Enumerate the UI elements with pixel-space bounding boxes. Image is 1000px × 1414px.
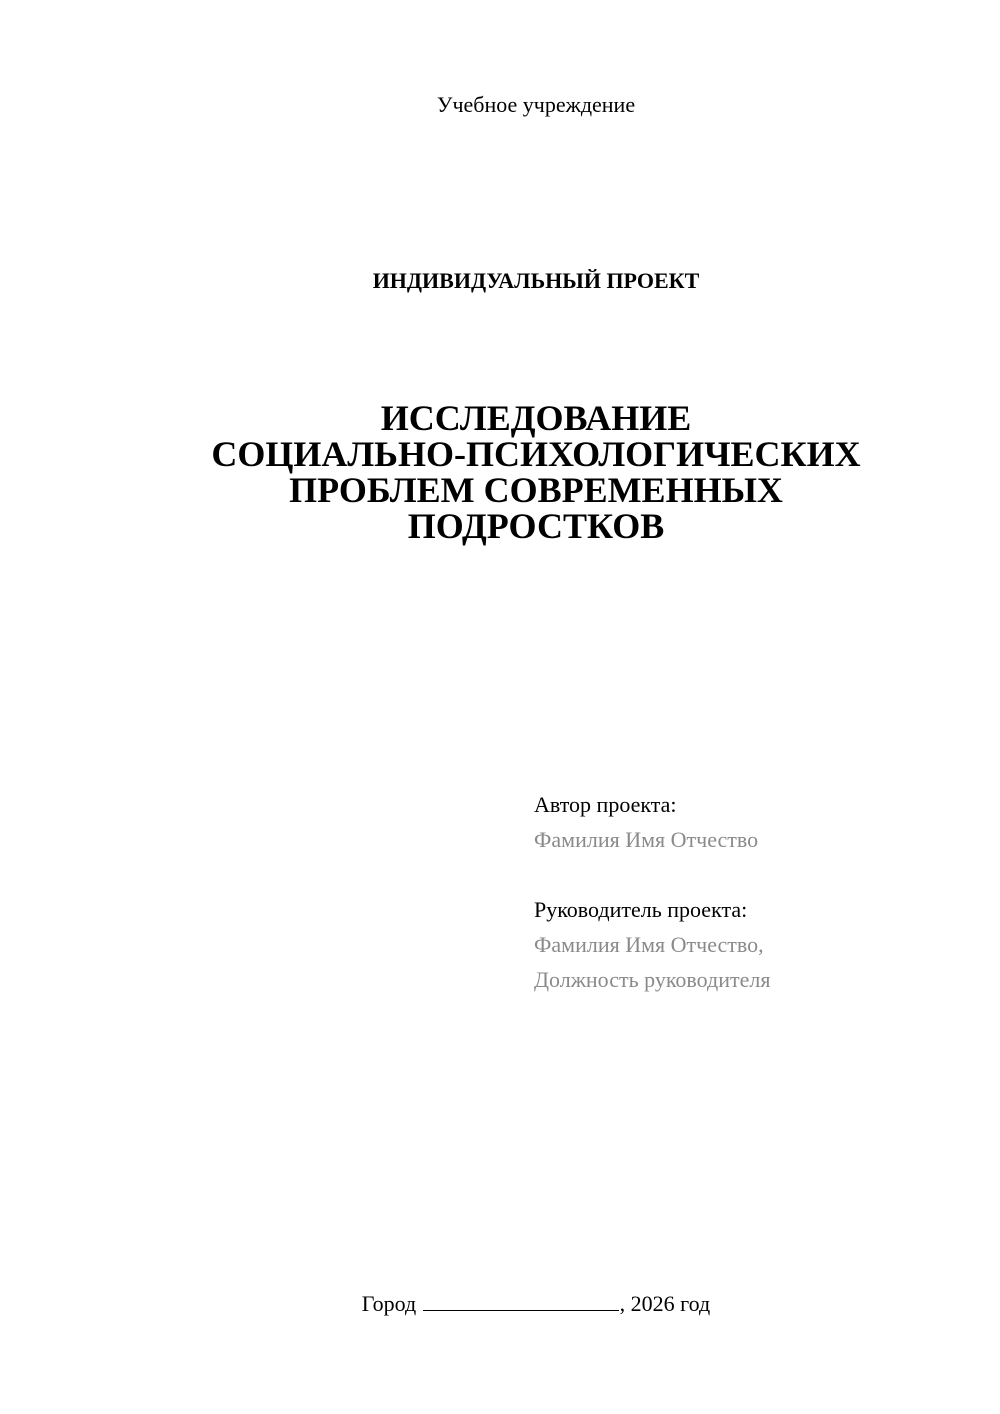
- author-supervisor-block: [534, 787, 974, 997]
- author-name: Фамилия Имя Отчество: [534, 827, 759, 852]
- city-label: Город: [361, 1291, 417, 1316]
- spacer: [534, 857, 974, 892]
- project-title-line: СОЦИАЛЬНО-ПСИХОЛОГИЧЕСКИХ: [211, 434, 861, 474]
- project-title-line: ИССЛЕДОВАНИЕ: [380, 398, 692, 438]
- supervisor-label: Руководитель проекта:: [534, 897, 748, 922]
- institution-name: Учебное учреждение: [436, 92, 636, 117]
- author-label: Автор проекта:: [534, 792, 677, 817]
- year-text: , 2026 год: [619, 1291, 711, 1316]
- city-year-line: [0, 1290, 1000, 1318]
- project-title: [0, 400, 1000, 544]
- city-blank-underline: [423, 1290, 619, 1311]
- project-title-line: ПРОБЛЕМ СОВРЕМЕННЫХ: [289, 470, 783, 510]
- supervisor-name: Фамилия Имя Отчество,: [534, 932, 764, 957]
- project-title-line: ПОДРОСТКОВ: [407, 506, 665, 546]
- project-type-heading: ИНДИВИДУАЛЬНЫЙ ПРОЕКТ: [372, 268, 700, 293]
- supervisor-position: Должность руководителя: [534, 967, 771, 992]
